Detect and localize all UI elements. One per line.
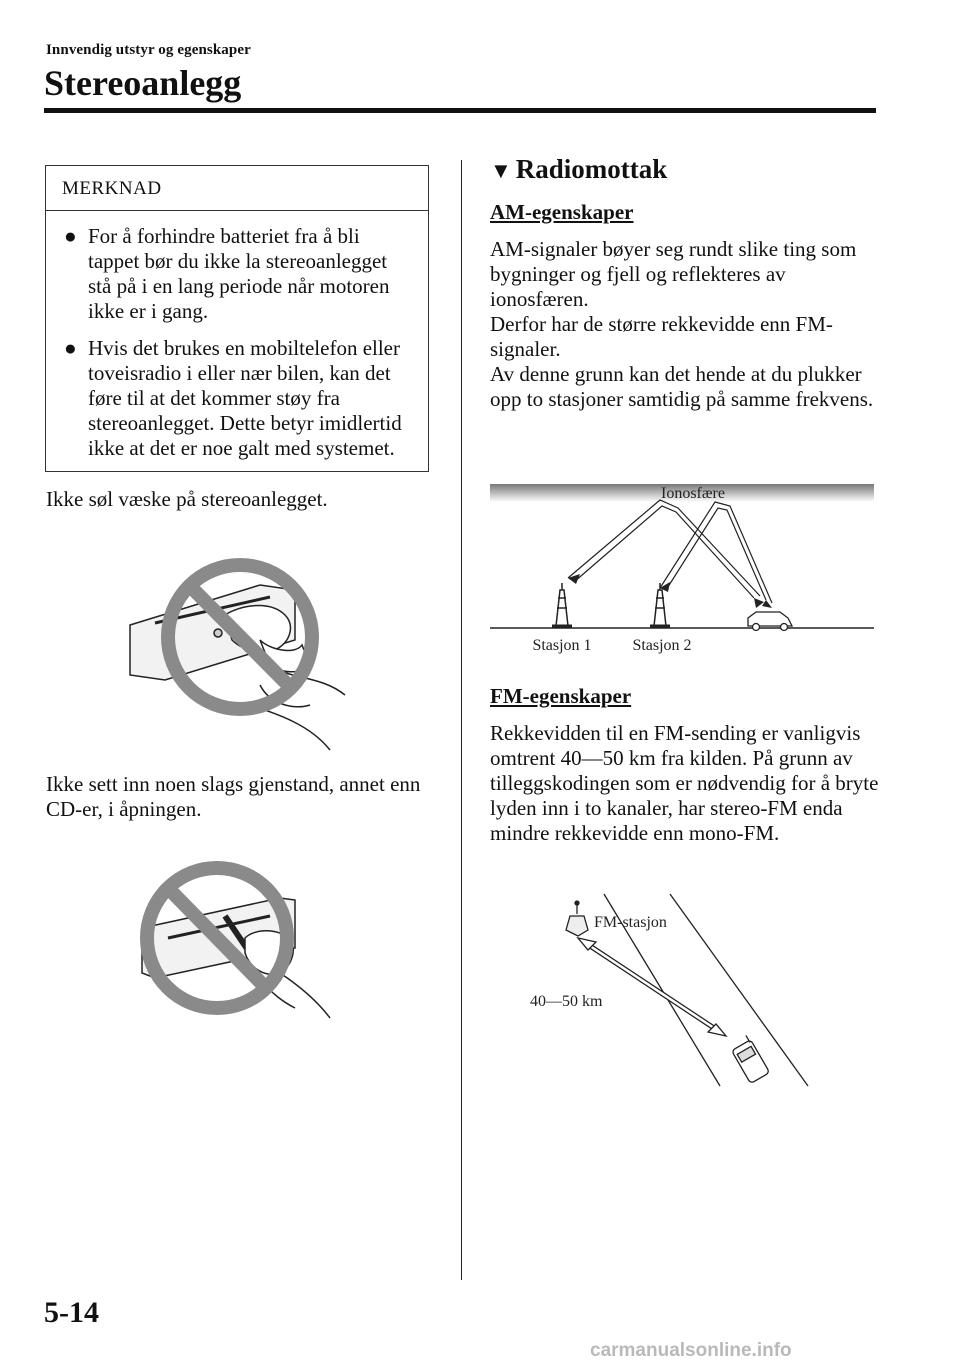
fm-heading: FM-egenskaper — [490, 684, 632, 708]
am-diagram — [490, 478, 876, 658]
no-object-illustration — [130, 858, 340, 1028]
station-1-tower — [552, 583, 572, 626]
column-divider — [461, 160, 462, 1280]
radio-reception-heading — [490, 154, 667, 185]
header-divider — [44, 108, 876, 113]
am-heading: AM-egenskaper — [490, 200, 634, 224]
distance-label: 40―50 km — [530, 993, 603, 1010]
fm-station-label: FM-stasjon — [594, 914, 667, 931]
note-title: MERKNAD — [62, 178, 162, 199]
range-arrow — [578, 938, 726, 1036]
note-item — [64, 336, 414, 461]
fm-text: Rekkevidden til en FM-sending er vanligvis omtrent 40―50 km fra kilden. På grunn av tilleggskodingen som er nødvendig for å bryte lyden inn i to kanaler, har stereo-FM enda mindre rekkevidde enn mono-FM. — [490, 721, 879, 845]
signal-paths — [568, 500, 772, 603]
page-number: 5-14 — [44, 1296, 99, 1329]
section-label: Innvendig utstyr og egenskaper — [46, 42, 251, 58]
object-warning-text: Ikke sett inn noen slags gjenstand, annet enn CD-er, i åpningen. — [46, 772, 421, 821]
note-box — [45, 165, 429, 472]
note-item-text: For å forhindre batteriet fra å bli tappet bør du ikke la stereoanlegget stå på i en lang periode når motoren ikke er i gang. — [88, 224, 390, 323]
bullet-icon: ● — [64, 336, 77, 360]
note-item-text: Hvis det brukes en mobiltelefon eller toveisradio i eller nær bilen, kan det føre til at det kommer støy fra stereoanlegget. Dette betyr imidlertid ikke at det er noe galt med systemet. — [88, 336, 402, 460]
liquid-warning-text: Ikke søl væske på stereoanlegget. — [46, 487, 328, 511]
car-icon — [729, 1034, 770, 1083]
watermark: carmanualsonline.info — [590, 1340, 792, 1361]
station-1-label: Stasjon 1 — [532, 637, 592, 654]
heading-text: Radiomottak — [515, 154, 668, 184]
bullet-icon: ● — [64, 224, 77, 248]
page-title: Stereoanlegg — [44, 63, 242, 103]
note-divider — [46, 210, 428, 211]
fm-station-icon — [566, 901, 588, 936]
triangle-marker-icon: ▼ — [490, 158, 512, 183]
ionosphere-label: Ionosfære — [661, 485, 725, 502]
am-text: AM-signaler bøyer seg rundt slike ting som bygninger og fjell og reflekteres av ionosfæren. Derfor har de større rekkevidde enn FM-signaler. Av denne grunn kan det hende at du plukker opp to stasjoner samtidig på samme frekvens. — [490, 237, 874, 411]
note-item — [64, 224, 414, 324]
station-2-label: Stasjon 2 — [632, 637, 692, 654]
no-liquid-illustration — [120, 555, 360, 765]
fm-diagram — [520, 890, 820, 1095]
